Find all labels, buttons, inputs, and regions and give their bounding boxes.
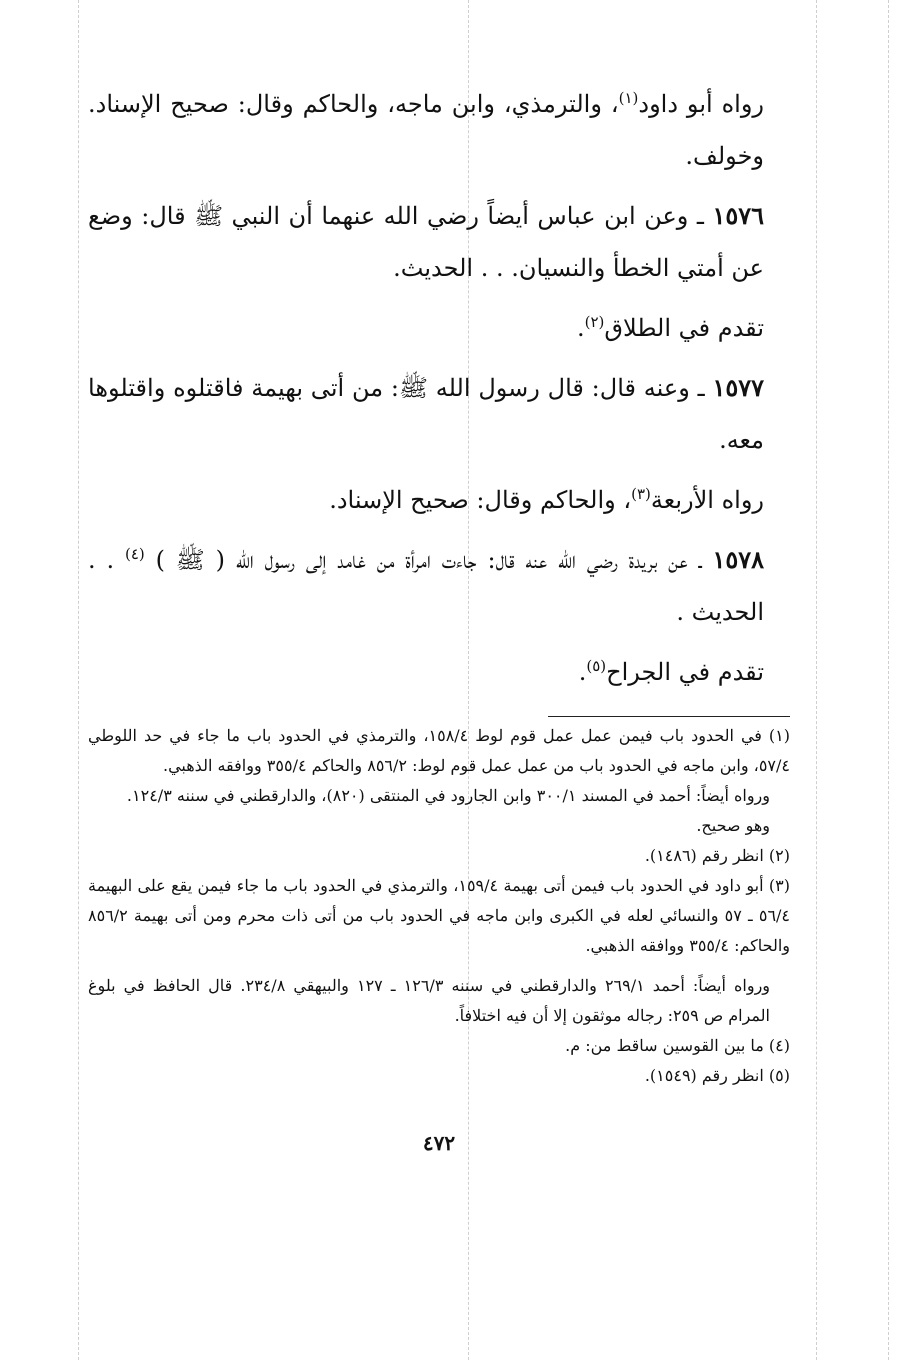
footnote-1-continued: ورواه أيضاً: أحمد في المسند ٣٠٠/١ وابن الجارود في المنتقى (٨٢٠)، والدارقطني في سننه ١٢٤/٣.	[126, 786, 770, 805]
hadith-1578: ١٥٧٨ ـ عن بريدة رضي الله عنه قال: جاءت امرأة من غامد إلى رسول الله ( ﷺ ) $^{(٤)}$ . . الحديث .	[88, 545, 764, 626]
footnote-2: (٢) انظر رقم (١٤٨٦).	[644, 846, 790, 865]
hadith-1576: ١٥٧٦ ـ وعن ابن عباس أيضاً رضي الله عنهما أن النبي ﷺ قال: وضع عن أمتي الخطأ والنسيان. . . الحديث.	[88, 201, 764, 282]
hadith-1576-reference: تقدم في الطلاق$^{(٢)}$.	[576, 313, 764, 342]
hadith-1577-source: رواه الأربعة$^{(٣)}$، والحاكم وقال: صحيح الإسناد.	[329, 485, 764, 514]
footnote-marker[interactable]: (٢)	[584, 313, 605, 331]
footnote-marker[interactable]: (١)	[618, 89, 639, 107]
footnote-marker[interactable]: (٤)	[124, 545, 145, 563]
hadith-number: ١٥٧٧	[712, 373, 764, 402]
scan-guide-line	[888, 0, 889, 1360]
scan-guide-line	[816, 0, 817, 1360]
page-number: ٤٧٢	[422, 1131, 456, 1155]
footnote-5: (٥) انظر رقم (١٥٤٩).	[644, 1066, 790, 1085]
hadith-1578-reference: تقدم في الجراح$^{(٥)}$.	[578, 657, 764, 686]
footnote-3: (٣) أبو داود في الحدود باب فيمن أتى بهيمة ١٥٩/٤، والترمذي في الحدود باب ما جاء فيمن يقع على البهيمة ٥٦/٤ ـ ٥٧ والنسائي لعله في الكبرى وابن ماجه في الحدود باب من أتى ذات محرم ومن أتى بهيمة ٨٥٦/٢ والحاكم: ٣٥٥/٤ ووافقه الذهبي.	[88, 876, 791, 955]
hadith-source-paragraph: رواه أبو داود$^{(١)}$، والترمذي، وابن ماجه، والحاكم وقال: صحيح الإسناد. وخولف.	[88, 89, 764, 170]
hadith-1577: ١٥٧٧ ـ وعنه قال: قال رسول الله ﷺ: من أتى بهيمة فاقتلوه واقتلوها معه.	[88, 373, 764, 454]
hadith-number: ١٥٧٨	[712, 545, 764, 574]
footnote-1-verdict: وهو صحيح.	[696, 816, 770, 835]
footnote-4: (٤) ما بين القوسين ساقط من: م.	[565, 1036, 790, 1055]
hadith-number: ١٥٧٦	[712, 201, 764, 230]
footnote-3-continued: ورواه أيضاً: أحمد ٢٦٩/١ والدارقطني في سننه ١٢٦/٣ ـ ١٢٧ والبيهقي ٢٣٤/٨. قال الحافظ في بلوغ المرام ص ٢٥٩: رجاله موثقون إلا أن فيه اختلافاً.	[88, 976, 771, 1025]
scan-guide-line	[78, 0, 79, 1360]
footnote-marker[interactable]: (٥)	[586, 657, 607, 675]
footnote-marker[interactable]: (٣)	[631, 485, 651, 503]
book-page	[88, 78, 790, 1155]
footnote-separator	[548, 716, 790, 717]
footnotes	[88, 721, 790, 1091]
footnote-1: (١) في الحدود باب فيمن عمل عمل قوم لوط ١٥٨/٤، والترمذي في الحدود باب ما جاء في حد اللوطي ٥٧/٤، وابن ماجه في الحدود باب من عمل عمل قوم لوط: ٨٥٦/٢ والحاكم ٣٥٥/٤ ووافقه الذهبي.	[88, 726, 791, 775]
